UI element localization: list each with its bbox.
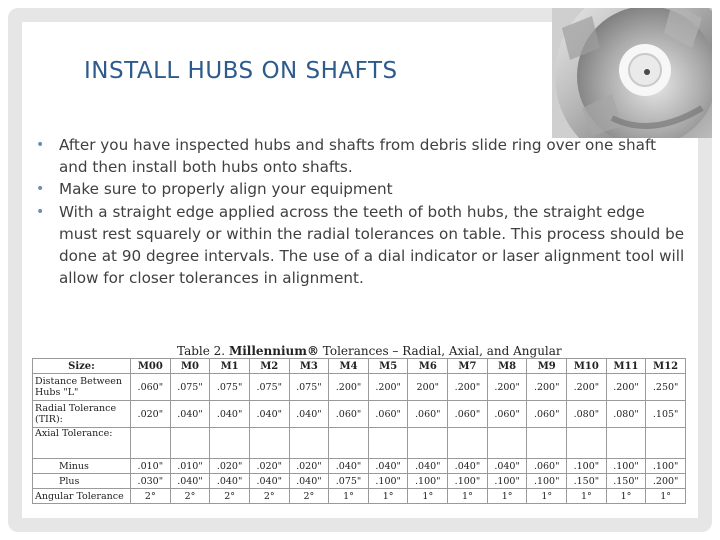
table-cell: .060" (131, 374, 171, 401)
bullet-dot-icon: • (36, 137, 45, 153)
table-cell (448, 428, 488, 459)
table-cell: .010" (131, 459, 171, 474)
tolerance-table-image (32, 342, 686, 510)
bullet-item (36, 134, 686, 178)
table-cell: .100" (606, 459, 646, 474)
table-cell: .200" (368, 374, 408, 401)
table-row-label: Plus (33, 474, 131, 489)
bullet-item (36, 178, 686, 200)
table-cell: .060" (448, 401, 488, 428)
table-cell: .040" (448, 459, 488, 474)
table-cell: .200" (646, 474, 686, 489)
table-row (33, 401, 686, 428)
table-cell: .200" (527, 374, 567, 401)
table-cell: .060" (527, 401, 567, 428)
table-cell: 1° (527, 489, 567, 504)
table-cell: .010" (170, 459, 210, 474)
table-cell: .020" (249, 459, 289, 474)
tolerance-table (32, 358, 686, 504)
table-caption (177, 344, 562, 358)
table-cell (249, 428, 289, 459)
table-cell: .075" (210, 374, 250, 401)
table-cell: .250" (646, 374, 686, 401)
table-cell: .080" (567, 401, 607, 428)
table-cell: .060" (487, 401, 527, 428)
table-cell: .075" (289, 374, 329, 401)
table-cell: .040" (289, 401, 329, 428)
table-caption-suffix: Tolerances – Radial, Axial, and Angular (318, 344, 562, 358)
bullet-item (36, 201, 686, 290)
table-row-label: Distance Between Hubs "L" (33, 374, 131, 401)
slide-title: INSTALL HUBS ON SHAFTS (84, 58, 398, 84)
table-header-cell: M1 (210, 359, 250, 374)
table-row (33, 459, 686, 474)
table-cell: .100" (646, 459, 686, 474)
table-header-cell: M9 (527, 359, 567, 374)
table-row (33, 428, 686, 459)
table-cell: .200" (606, 374, 646, 401)
table-cell: .080" (606, 401, 646, 428)
table-header-cell: M4 (329, 359, 369, 374)
table-row-label: Axial Tolerance: (33, 428, 131, 459)
table-cell: .150" (606, 474, 646, 489)
table-cell: .040" (249, 474, 289, 489)
table-cell (329, 428, 369, 459)
table-cell: .100" (368, 474, 408, 489)
table-row-label: Radial Tolerance (TIR): (33, 401, 131, 428)
bullet-dot-icon: • (36, 181, 45, 198)
table-cell: .020" (131, 401, 171, 428)
table-cell: 1° (606, 489, 646, 504)
table-cell (527, 428, 567, 459)
table-cell: .075" (329, 474, 369, 489)
table-cell: .200" (567, 374, 607, 401)
table-cell: .100" (448, 474, 488, 489)
table-cell: 1° (448, 489, 488, 504)
table-row (33, 489, 686, 504)
table-cell: 1° (646, 489, 686, 504)
table-cell: .060" (368, 401, 408, 428)
table-cell: .105" (646, 401, 686, 428)
table-header-cell: M3 (289, 359, 329, 374)
table-cell (606, 428, 646, 459)
table-cell: .040" (210, 474, 250, 489)
table-header-cell: M00 (131, 359, 171, 374)
table-cell: .040" (249, 401, 289, 428)
table-cell (210, 428, 250, 459)
table-header-cell: M8 (487, 359, 527, 374)
table-header-cell: M7 (448, 359, 488, 374)
table-cell: 200" (408, 374, 448, 401)
table-cell: .040" (170, 474, 210, 489)
table-cell: 2° (210, 489, 250, 504)
table-cell: 2° (131, 489, 171, 504)
table-cell: .060" (408, 401, 448, 428)
table-cell (368, 428, 408, 459)
table-header-cell: M5 (368, 359, 408, 374)
table-cell: .100" (527, 474, 567, 489)
table-row (33, 374, 686, 401)
table-cell: 2° (249, 489, 289, 504)
table-cell: .020" (289, 459, 329, 474)
table-row-label: Angular Tolerance (33, 489, 131, 504)
table-cell: .020" (210, 459, 250, 474)
table-cell (487, 428, 527, 459)
table-cell: .100" (487, 474, 527, 489)
table-cell: 1° (408, 489, 448, 504)
table-cell: .200" (329, 374, 369, 401)
table-cell: 1° (368, 489, 408, 504)
table-cell (408, 428, 448, 459)
table-header-cell: M12 (646, 359, 686, 374)
table-cell: .060" (527, 459, 567, 474)
table-cell: .150" (567, 474, 607, 489)
table-cell: .030" (131, 474, 171, 489)
table-caption-prefix: Table 2. (177, 344, 229, 358)
bullet-list (36, 134, 686, 289)
coupling-hub-image (552, 8, 712, 138)
table-header-cell: M11 (606, 359, 646, 374)
table-cell (646, 428, 686, 459)
table-cell: .100" (567, 459, 607, 474)
table-cell: .040" (210, 401, 250, 428)
table-header-cell: M2 (249, 359, 289, 374)
table-cell (170, 428, 210, 459)
table-cell: 2° (289, 489, 329, 504)
table-cell: .040" (289, 474, 329, 489)
table-cell: .040" (408, 459, 448, 474)
table-cell: .075" (170, 374, 210, 401)
table-header-cell: M0 (170, 359, 210, 374)
table-cell: .040" (329, 459, 369, 474)
table-cell: .060" (329, 401, 369, 428)
table-row-label: Minus (33, 459, 131, 474)
table-cell: .040" (170, 401, 210, 428)
table-cell: 1° (329, 489, 369, 504)
table-cell: .040" (487, 459, 527, 474)
bullet-dot-icon: • (36, 203, 45, 220)
table-cell: 2° (170, 489, 210, 504)
table-row (33, 474, 686, 489)
bullet-text: With a straight edge applied across the teeth of both hubs, the straight edge must rest squarely or within the radial tolerances on table. This process should be done at 90 degree intervals. The use of a dial indicator or laser alignment tool will allow for closer tolerances in alignment. (59, 202, 685, 288)
table-cell (567, 428, 607, 459)
table-header-row (33, 359, 686, 374)
table-cell: .040" (368, 459, 408, 474)
table-cell (131, 428, 171, 459)
table-cell: .200" (487, 374, 527, 401)
coupling-hub-photo (552, 8, 712, 138)
table-cell: 1° (567, 489, 607, 504)
table-cell: .075" (249, 374, 289, 401)
table-cell: .200" (448, 374, 488, 401)
table-cell: 1° (487, 489, 527, 504)
table-cell (289, 428, 329, 459)
table-header-cell: M10 (567, 359, 607, 374)
table-cell: .100" (408, 474, 448, 489)
table-header-size: Size: (33, 359, 131, 374)
bullet-text: After you have inspected hubs and shafts from debris slide ring over one shaft and then install both hubs onto shafts. (59, 136, 657, 177)
bullet-text: Make sure to properly align your equipment (59, 180, 393, 199)
table-header-cell: M6 (408, 359, 448, 374)
table-caption-brand: Millennium® (228, 344, 319, 358)
